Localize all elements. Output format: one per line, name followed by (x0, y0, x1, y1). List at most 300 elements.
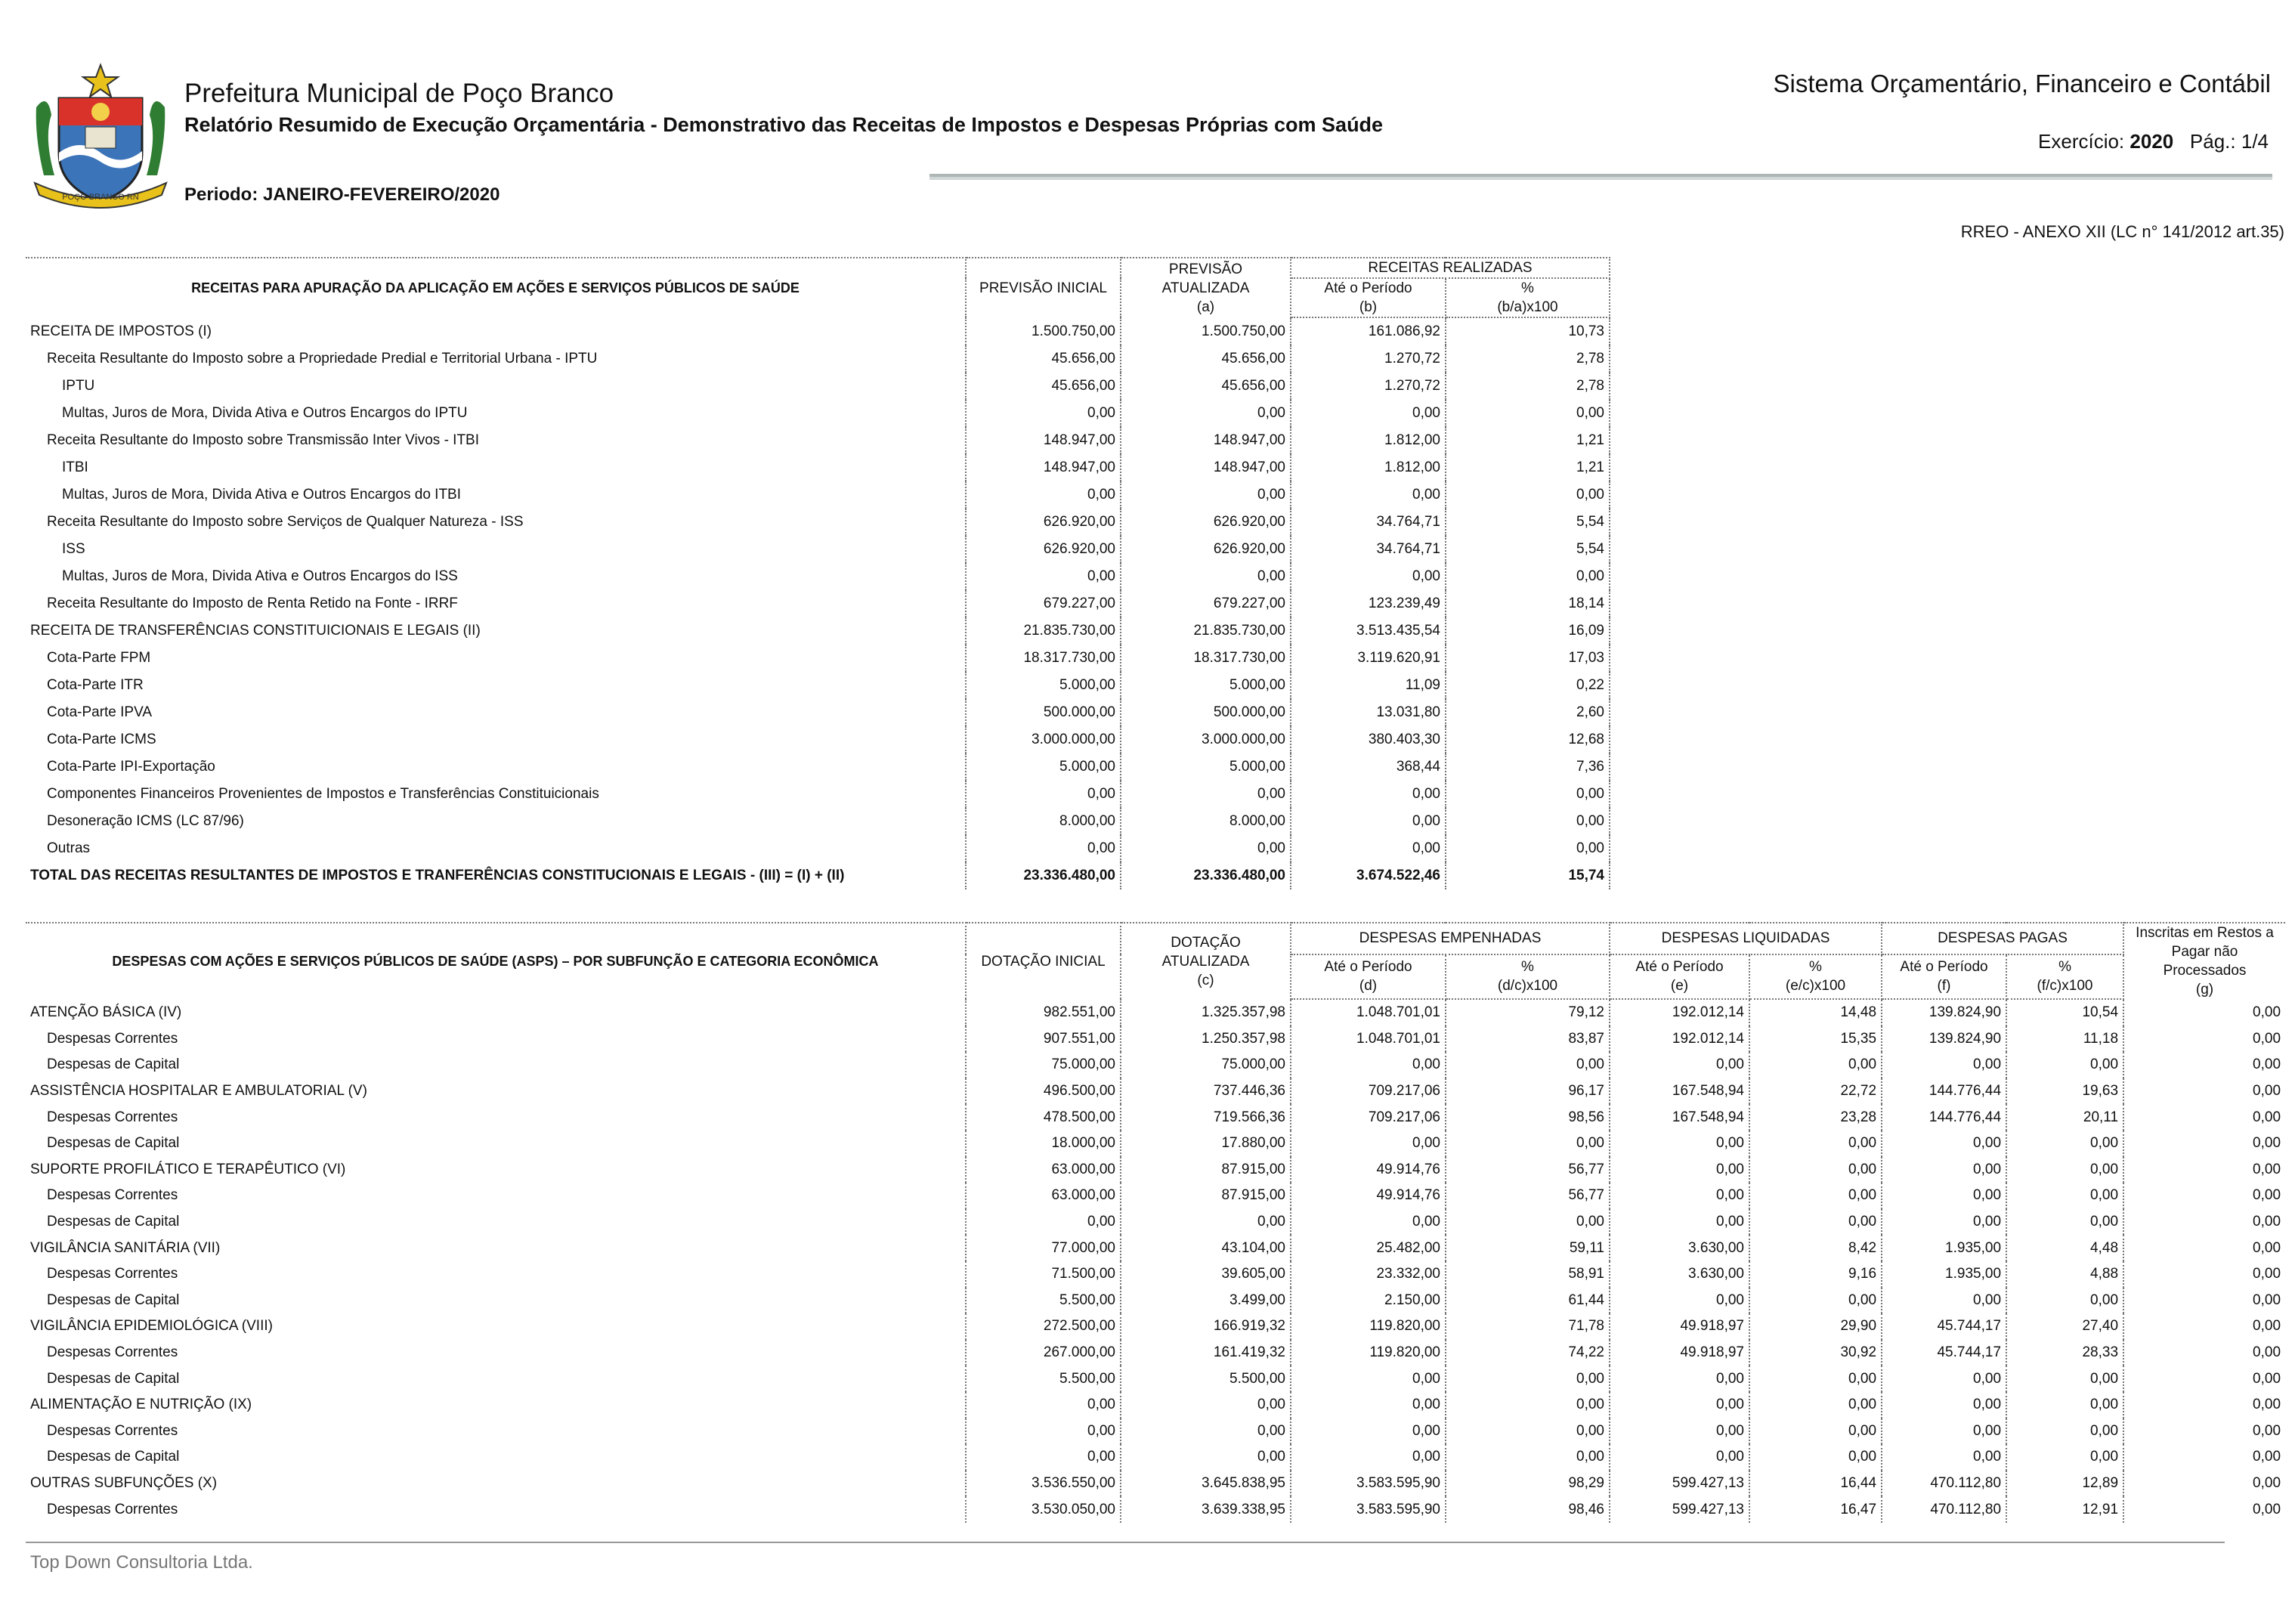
cell-value: 0,00 (1882, 1052, 2006, 1078)
cell-value: 0,00 (1121, 781, 1291, 808)
cell-value: 119.820,00 (1291, 1313, 1446, 1340)
header-previsao-atualizada: PREVISÃO ATUALIZADA (a) (1121, 258, 1291, 317)
cell-value: 380.403,30 (1291, 726, 1446, 753)
cell-value: 17,03 (1446, 645, 1610, 672)
cell-value: 0,00 (1446, 1209, 1610, 1236)
cell-value: 123.239,49 (1291, 590, 1446, 617)
cell-value: 0,22 (1446, 672, 1610, 699)
row-label: Despesas de Capital (26, 1131, 966, 1157)
row-label: Despesas Correntes (26, 1104, 966, 1131)
row-label: Despesas Correntes (26, 1026, 966, 1053)
cell-value: 0,00 (1882, 1444, 2006, 1471)
cell-value: 16,09 (1446, 617, 1610, 645)
table-row (26, 345, 1610, 373)
cell-value: 0,00 (1291, 781, 1446, 808)
despesas-table (26, 922, 2285, 1523)
row-label: ALIMENTAÇÃO E NUTRIÇÃO (IX) (26, 1392, 966, 1418)
cell-value: 0,00 (1610, 1288, 1749, 1314)
cell-value: 0,00 (1291, 481, 1446, 509)
cell-value: 0,00 (1749, 1392, 1882, 1418)
cell-value: 45.656,00 (1121, 373, 1291, 400)
cell-value: 0,00 (2253, 1214, 2281, 1230)
header-restos-a-pagar: Inscritas em Restos a Pagar não Processados (g) (2123, 923, 2285, 999)
cell-value: 45.656,00 (966, 345, 1121, 373)
header-pagas-pct: % (f/c)x100 (2006, 954, 2123, 999)
row-label: VIGILÂNCIA EPIDEMIOLÓGICA (VIII) (26, 1313, 966, 1340)
cell-value: 0,00 (2253, 1266, 2281, 1282)
table-row (26, 1131, 2285, 1157)
cell-value: 0,00 (2253, 1422, 2281, 1439)
table-row (26, 563, 1610, 590)
page-title: Prefeitura Municipal de Poço Branco (184, 79, 614, 108)
cell-value: 1.500.750,00 (1121, 317, 1291, 345)
cell-value: 3.513.435,54 (1291, 617, 1446, 645)
cell-value: 5,54 (1446, 536, 1610, 563)
cell-value: 709.217,06 (1291, 1078, 1446, 1105)
header-liquidadas-ate: Até o Período (e) (1610, 954, 1749, 999)
cell-value: 148.947,00 (1121, 427, 1291, 454)
cell-value: 59,11 (1446, 1235, 1610, 1261)
cell-value: 0,00 (1610, 1209, 1749, 1236)
cell-value: 0,00 (2253, 1501, 2281, 1517)
cell-value: 0,00 (966, 400, 1121, 427)
table-row (26, 1183, 2285, 1209)
cell-value: 0,00 (1749, 1131, 1882, 1157)
table-row (26, 1078, 2285, 1105)
cell-value: 1.048.701,01 (1291, 999, 1446, 1026)
cell-value: 49.914,76 (1291, 1157, 1446, 1183)
row-label: Cota-Parte ITR (26, 672, 966, 699)
cell-value: 0,00 (2006, 1209, 2123, 1236)
cell-value: 0,00 (2253, 1344, 2281, 1361)
cell-value: 0,00 (966, 1392, 1121, 1418)
cell-value: 15,35 (1749, 1026, 1882, 1053)
cell-value: 0,00 (2006, 1392, 2123, 1418)
cell-value: 0,00 (966, 1418, 1121, 1445)
header-despesas-empenhadas: DESPESAS EMPENHADAS (1291, 923, 1610, 954)
cell-value: 0,00 (1610, 1183, 1749, 1209)
receitas-table (26, 257, 1610, 889)
cell-value: 0,00 (1121, 481, 1291, 509)
table-row (26, 1052, 2285, 1078)
cell-value: 18.317.730,00 (966, 645, 1121, 672)
row-label: Despesas Correntes (26, 1418, 966, 1445)
row-label: Cota-Parte ICMS (26, 726, 966, 753)
cell-value: 0,00 (2253, 1318, 2281, 1335)
row-label: Cota-Parte FPM (26, 645, 966, 672)
cell-value: 0,00 (1121, 1418, 1291, 1445)
header-dotacao-atualizada: DOTAÇÃO ATUALIZADA (c) (1121, 923, 1291, 999)
cell-value: 3.645.838,95 (1121, 1471, 1291, 1497)
cell-value: 500.000,00 (966, 699, 1121, 726)
table-row (26, 753, 1610, 781)
cell-value: 0,00 (1446, 835, 1610, 862)
header-dotacao-inicial: DOTAÇÃO INICIAL (966, 923, 1121, 999)
footer-divider (26, 1542, 2225, 1543)
cell-value: 709.217,06 (1291, 1104, 1446, 1131)
cell-value: 71,78 (1446, 1313, 1610, 1340)
header-pagas-ate: Até o Período (f) (1882, 954, 2006, 999)
cell-value: 96,17 (1446, 1078, 1610, 1105)
cell-value: 0,00 (2253, 1449, 2281, 1465)
row-label: Receita Resultante do Imposto de Renta Retido na Fonte - IRRF (26, 590, 966, 617)
cell-value: 8.000,00 (966, 808, 1121, 835)
cell-value: 0,00 (1291, 808, 1446, 835)
cell-value: 2,78 (1446, 345, 1610, 373)
cell-value: 15,74 (1446, 862, 1610, 889)
cell-value: 470.112,80 (1882, 1471, 2006, 1497)
cell-value: 0,00 (966, 835, 1121, 862)
table-row (26, 373, 1610, 400)
cell-value: 34.764,71 (1291, 509, 1446, 536)
cell-value: 2,78 (1446, 373, 1610, 400)
cell-value: 0,00 (2253, 1291, 2281, 1308)
cell-value: 79,12 (1446, 999, 1610, 1026)
cell-value: 0,00 (1291, 1131, 1446, 1157)
cell-value: 1.935,00 (1882, 1235, 2006, 1261)
municipal-coat-of-arms-logo (21, 62, 180, 213)
header-ate-periodo: Até o Período (b) (1291, 278, 1446, 317)
cell-value: 63.000,00 (966, 1183, 1121, 1209)
cell-value: 0,00 (1291, 563, 1446, 590)
cell-value: 0,00 (1610, 1157, 1749, 1183)
footer-company: Top Down Consultoria Ltda. (30, 1552, 253, 1573)
cell-value: 75.000,00 (1121, 1052, 1291, 1078)
cell-value: 626.920,00 (966, 536, 1121, 563)
cell-value: 0,00 (2253, 1004, 2281, 1020)
cell-value: 5.000,00 (966, 672, 1121, 699)
cell-value: 1,21 (1446, 427, 1610, 454)
cell-value: 0,00 (1291, 1392, 1446, 1418)
cell-value: 45.656,00 (1121, 345, 1291, 373)
table-row (26, 862, 1610, 889)
table-row (26, 536, 1610, 563)
cell-value: 0,00 (1882, 1209, 2006, 1236)
cell-value: 161.419,32 (1121, 1340, 1291, 1366)
cell-value: 3.000.000,00 (1121, 726, 1291, 753)
cell-value: 28,33 (2006, 1340, 2123, 1366)
cell-value: 907.551,00 (966, 1026, 1121, 1053)
row-label: Despesas de Capital (26, 1052, 966, 1078)
row-label: Receita Resultante do Imposto sobre Transmissão Inter Vivos - ITBI (26, 427, 966, 454)
cell-value: 139.824,90 (1882, 1026, 2006, 1053)
cell-value: 626.920,00 (1121, 536, 1291, 563)
cell-value: 23.336.480,00 (966, 862, 1121, 889)
row-label: Despesas Correntes (26, 1261, 966, 1288)
row-label: OUTRAS SUBFUNÇÕES (X) (26, 1471, 966, 1497)
header-empenhadas-pct: % (d/c)x100 (1446, 954, 1610, 999)
table-row (26, 1392, 2285, 1418)
table-row (26, 400, 1610, 427)
cell-value: 49.918,97 (1610, 1313, 1749, 1340)
cell-value: 77.000,00 (966, 1235, 1121, 1261)
cell-value: 0,00 (1446, 1131, 1610, 1157)
cell-value: 18.317.730,00 (1121, 645, 1291, 672)
cell-value: 98,29 (1446, 1471, 1610, 1497)
cell-value: 0,00 (2006, 1288, 2123, 1314)
row-label: Despesas Correntes (26, 1183, 966, 1209)
cell-value: 0,00 (1610, 1392, 1749, 1418)
cell-value: 679.227,00 (1121, 590, 1291, 617)
cell-value: 166.919,32 (1121, 1313, 1291, 1340)
cell-value: 39.605,00 (1121, 1261, 1291, 1288)
cell-value: 3.639.338,95 (1121, 1496, 1291, 1523)
cell-value: 0,00 (1610, 1418, 1749, 1445)
cell-value: 0,00 (1446, 1392, 1610, 1418)
cell-value: 119.820,00 (1291, 1340, 1446, 1366)
cell-value: 0,00 (2006, 1157, 2123, 1183)
row-label: ITBI (26, 454, 966, 481)
row-label: RECEITA DE TRANSFERÊNCIAS CONSTITUICIONAIS E LEGAIS (II) (26, 617, 966, 645)
cell-value: 272.500,00 (966, 1313, 1121, 1340)
cell-value: 0,00 (1610, 1052, 1749, 1078)
cell-value: 98,46 (1446, 1496, 1610, 1523)
cell-value: 144.776,44 (1882, 1078, 2006, 1105)
receitas-header-label: RECEITAS PARA APURAÇÃO DA APLICAÇÃO EM AÇÕES E SERVIÇOS PÚBLICOS DE SAÚDE (26, 258, 966, 317)
cell-value: 1.325.357,98 (1121, 999, 1291, 1026)
row-label: Despesas de Capital (26, 1288, 966, 1314)
cell-value: 0,00 (1610, 1131, 1749, 1157)
cell-value: 23.332,00 (1291, 1261, 1446, 1288)
cell-value: 22,72 (1749, 1078, 1882, 1105)
exercise-info (2038, 130, 2269, 153)
header-previsao-inicial: PREVISÃO INICIAL (966, 258, 1121, 317)
report-period: Periodo: JANEIRO-FEVEREIRO/2020 (184, 184, 500, 205)
header-receitas-realizadas: RECEITAS REALIZADAS (1291, 258, 1610, 278)
cell-value: 626.920,00 (966, 509, 1121, 536)
cell-value: 0,00 (2253, 1239, 2281, 1256)
despesas-header-label: DESPESAS COM AÇÕES E SERVIÇOS PÚBLICOS DE SAÚDE (ASPS) – POR SUBFUNÇÃO E CATEGORIA ECONÔMICA (26, 923, 966, 999)
cell-value: 139.824,90 (1882, 999, 2006, 1026)
cell-value: 0,00 (2253, 1109, 2281, 1125)
cell-value: 0,00 (1121, 1444, 1291, 1471)
cell-value: 21.835.730,00 (966, 617, 1121, 645)
cell-value: 0,00 (1882, 1157, 2006, 1183)
cell-value: 0,00 (966, 781, 1121, 808)
cell-value: 13.031,80 (1291, 699, 1446, 726)
table-row (26, 590, 1610, 617)
cell-value: 2.150,00 (1291, 1288, 1446, 1314)
cell-value: 0,00 (1882, 1366, 2006, 1392)
cell-value: 45.744,17 (1882, 1340, 2006, 1366)
table-row (26, 672, 1610, 699)
cell-value: 148.947,00 (966, 427, 1121, 454)
cell-value: 478.500,00 (966, 1104, 1121, 1131)
cell-value: 0,00 (2006, 1131, 2123, 1157)
cell-value: 83,87 (1446, 1026, 1610, 1053)
cell-value: 5.000,00 (966, 753, 1121, 781)
cell-value: 470.112,80 (1882, 1496, 2006, 1523)
cell-value: 1.270,72 (1291, 373, 1446, 400)
row-label: SUPORTE PROFILÁTICO E TERAPÊUTICO (VI) (26, 1157, 966, 1183)
table-row (26, 1157, 2285, 1183)
header-divider (929, 174, 2272, 180)
cell-value: 0,00 (1749, 1183, 1882, 1209)
table-row (26, 481, 1610, 509)
table-row (26, 645, 1610, 672)
cell-value: 75.000,00 (966, 1052, 1121, 1078)
table-row (26, 617, 1610, 645)
cell-value: 56,77 (1446, 1183, 1610, 1209)
cell-value: 34.764,71 (1291, 536, 1446, 563)
cell-value: 0,00 (1291, 1418, 1446, 1445)
cell-value: 3.536.550,00 (966, 1471, 1121, 1497)
cell-value: 496.500,00 (966, 1078, 1121, 1105)
cell-value: 58,91 (1446, 1261, 1610, 1288)
row-label: Outras (26, 835, 966, 862)
cell-value: 19,63 (2006, 1078, 2123, 1105)
cell-value: 3.000.000,00 (966, 726, 1121, 753)
cell-value: 368,44 (1291, 753, 1446, 781)
cell-value: 0,00 (1749, 1444, 1882, 1471)
cell-value: 45.744,17 (1882, 1313, 2006, 1340)
cell-value: 8.000,00 (1121, 808, 1291, 835)
table-row (26, 1209, 2285, 1236)
row-label: Cota-Parte IPI-Exportação (26, 753, 966, 781)
cell-value: 0,00 (1882, 1418, 2006, 1445)
cell-value: 3.630,00 (1610, 1261, 1749, 1288)
cell-value: 0,00 (1446, 1418, 1610, 1445)
row-label: Despesas de Capital (26, 1366, 966, 1392)
table-row (26, 1026, 2285, 1053)
cell-value: 10,73 (1446, 317, 1610, 345)
cell-value: 10,54 (2006, 999, 2123, 1026)
table-row (26, 454, 1610, 481)
cell-value: 3.583.595,90 (1291, 1496, 1446, 1523)
row-label: Multas, Juros de Mora, Divida Ativa e Outros Encargos do IPTU (26, 400, 966, 427)
cell-value: 2,60 (1446, 699, 1610, 726)
table-row (26, 1444, 2285, 1471)
cell-value: 0,00 (1446, 781, 1610, 808)
table-row (26, 1340, 2285, 1366)
cell-value: 20,11 (2006, 1104, 2123, 1131)
cell-value: 18.000,00 (966, 1131, 1121, 1157)
row-label: Componentes Financeiros Provenientes de Impostos e Transferências Constituicionais (26, 781, 966, 808)
exercise-label: Exercício: (2038, 130, 2125, 153)
cell-value: 0,00 (1446, 1366, 1610, 1392)
cell-value: 1.812,00 (1291, 427, 1446, 454)
cell-value: 30,92 (1749, 1340, 1882, 1366)
cell-value: 0,00 (1291, 1444, 1446, 1471)
cell-value: 16,47 (1749, 1496, 1882, 1523)
cell-value: 27,40 (2006, 1313, 2123, 1340)
annex-reference: RREO - ANEXO XII (LC n° 141/2012 art.35) (1960, 222, 2284, 241)
cell-value: 0,00 (2006, 1366, 2123, 1392)
cell-value: 3.583.595,90 (1291, 1471, 1446, 1497)
cell-value: 0,00 (2253, 1370, 2281, 1387)
cell-value: 144.776,44 (1882, 1104, 2006, 1131)
cell-value: 0,00 (1446, 808, 1610, 835)
cell-value: 1.500.750,00 (966, 317, 1121, 345)
cell-value: 61,44 (1446, 1288, 1610, 1314)
cell-value: 4,88 (2006, 1261, 2123, 1288)
row-label: Despesas Correntes (26, 1496, 966, 1523)
cell-value: 982.551,00 (966, 999, 1121, 1026)
cell-value: 71.500,00 (966, 1261, 1121, 1288)
cell-value: 25.482,00 (1291, 1235, 1446, 1261)
cell-value: 0,00 (1121, 1392, 1291, 1418)
row-label: ATENÇÃO BÁSICA (IV) (26, 999, 966, 1026)
cell-value: 599.427,13 (1610, 1496, 1749, 1523)
cell-value: 719.566,36 (1121, 1104, 1291, 1131)
cell-value: 49.914,76 (1291, 1183, 1446, 1209)
row-label: IPTU (26, 373, 966, 400)
cell-value: 192.012,14 (1610, 1026, 1749, 1053)
cell-value: 0,00 (2253, 1161, 2281, 1177)
cell-value: 49.918,97 (1610, 1340, 1749, 1366)
table-row (26, 509, 1610, 536)
cell-value: 29,90 (1749, 1313, 1882, 1340)
row-label: Despesas de Capital (26, 1444, 966, 1471)
table-row (26, 427, 1610, 454)
cell-value: 167.548,94 (1610, 1104, 1749, 1131)
cell-value: 5.000,00 (1121, 753, 1291, 781)
cell-value: 43.104,00 (1121, 1235, 1291, 1261)
cell-value: 0,00 (1121, 400, 1291, 427)
cell-value: 0,00 (1749, 1418, 1882, 1445)
cell-value: 0,00 (2253, 1474, 2281, 1491)
cell-value: 0,00 (2253, 1056, 2281, 1073)
svg-text:POÇO BRANCO RN: POÇO BRANCO RN (62, 193, 139, 202)
cell-value: 0,00 (1610, 1444, 1749, 1471)
header-liquidadas-pct: % (e/c)x100 (1749, 954, 1882, 999)
cell-value: 9,16 (1749, 1261, 1882, 1288)
cell-value: 0,00 (966, 1209, 1121, 1236)
row-label: Receita Resultante do Imposto sobre a Propriedade Predial e Territorial Urbana - IPTU (26, 345, 966, 373)
cell-value: 0,00 (966, 481, 1121, 509)
cell-value: 5,54 (1446, 509, 1610, 536)
cell-value: 0,00 (1749, 1157, 1882, 1183)
cell-value: 14,48 (1749, 999, 1882, 1026)
cell-value: 0,00 (1446, 400, 1610, 427)
table-row (26, 1313, 2285, 1340)
cell-value: 5.500,00 (966, 1366, 1121, 1392)
row-label: RECEITA DE IMPOSTOS (I) (26, 317, 966, 345)
cell-value: 87.915,00 (1121, 1183, 1291, 1209)
cell-value: 87.915,00 (1121, 1157, 1291, 1183)
cell-value: 626.920,00 (1121, 509, 1291, 536)
cell-value: 0,00 (2253, 1135, 2281, 1152)
cell-value: 0,00 (2253, 1083, 2281, 1100)
cell-value: 0,00 (1749, 1209, 1882, 1236)
cell-value: 3.630,00 (1610, 1235, 1749, 1261)
cell-value: 0,00 (1121, 835, 1291, 862)
cell-value: 192.012,14 (1610, 999, 1749, 1026)
cell-value: 17.880,00 (1121, 1131, 1291, 1157)
cell-value: 167.548,94 (1610, 1078, 1749, 1105)
cell-value: 3.119.620,91 (1291, 645, 1446, 672)
cell-value: 0,00 (2006, 1052, 2123, 1078)
cell-value: 500.000,00 (1121, 699, 1291, 726)
cell-value: 267.000,00 (966, 1340, 1121, 1366)
cell-value: 12,91 (2006, 1496, 2123, 1523)
cell-value: 7,36 (1446, 753, 1610, 781)
page-number: Pág.: 1/4 (2189, 130, 2269, 153)
table-row (26, 1104, 2285, 1131)
report-subtitle: Relatório Resumido de Execução Orçamentária - Demonstrativo das Receitas de Impostos e Despesas Próprias com Saúde (184, 113, 1384, 136)
cell-value: 74,22 (1446, 1340, 1610, 1366)
cell-value: 0,00 (2006, 1183, 2123, 1209)
cell-value: 0,00 (2253, 1030, 2281, 1047)
table-row (26, 1366, 2285, 1392)
cell-value: 1.935,00 (1882, 1261, 2006, 1288)
table-row (26, 699, 1610, 726)
header-despesas-liquidadas: DESPESAS LIQUIDADAS (1610, 923, 1882, 954)
cell-value: 0,00 (1882, 1183, 2006, 1209)
cell-value: 0,00 (2253, 1397, 2281, 1413)
cell-value: 3.530.050,00 (966, 1496, 1121, 1523)
cell-value: 23,28 (1749, 1104, 1882, 1131)
